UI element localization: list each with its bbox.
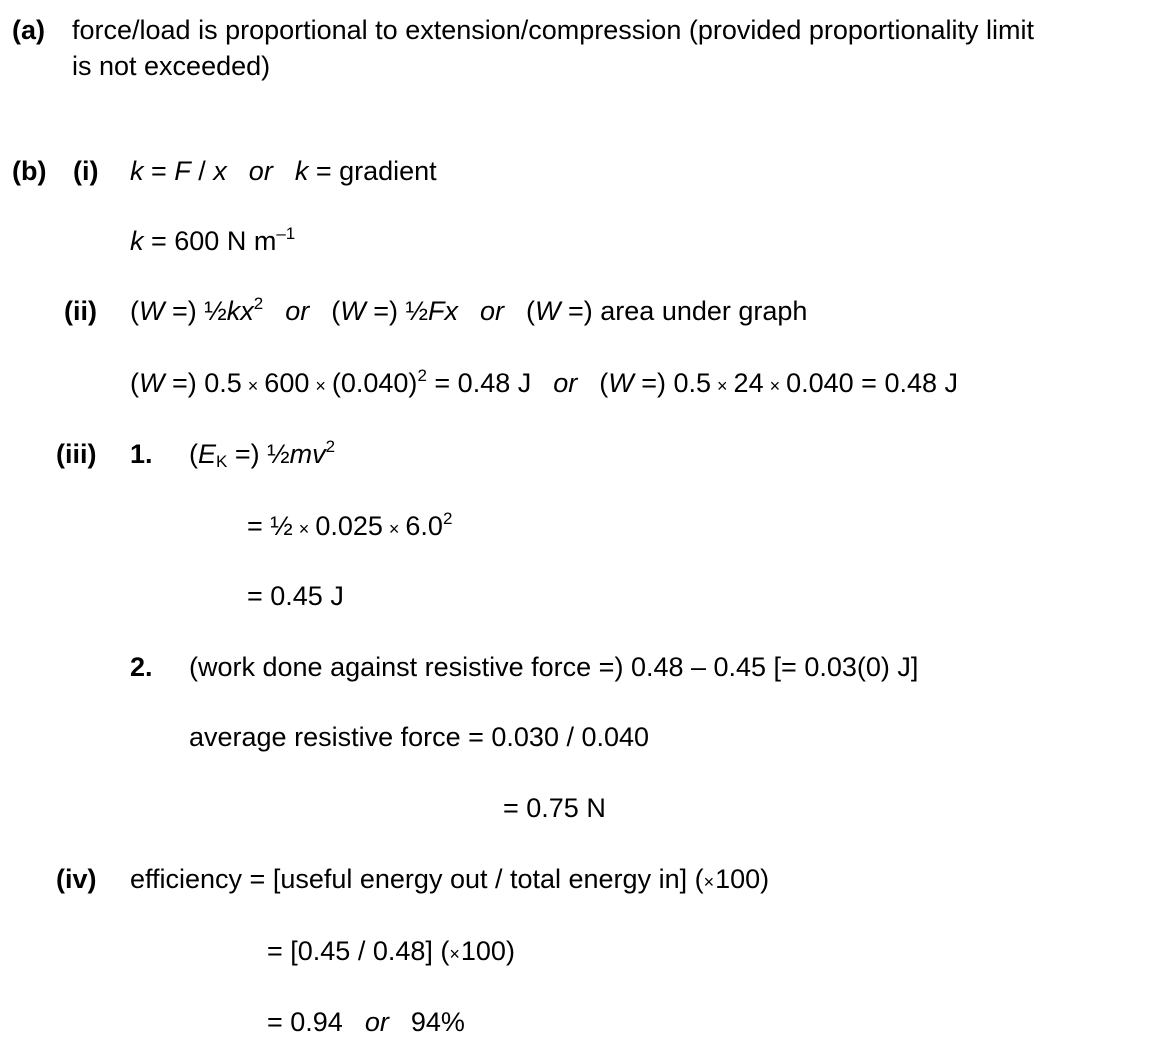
part-a-line-1: force/load is proportional to extension/compression (provided proportionality limit: [72, 15, 1034, 45]
label-b-iv: (iv): [56, 864, 97, 894]
b-ii-formula: (W =) $\frac{1}{2}kx^2$ or (W =) ½Fx or (W =) area under graph: [130, 294, 808, 326]
label-b-iii-2: 2.: [130, 652, 153, 682]
label-a: (a): [12, 15, 45, 45]
b-i-formula: k = F / x or k = gradient: [130, 156, 437, 186]
b-iii-ek-result: = 0.45 J: [247, 581, 344, 611]
b-ii-calculation: (W =) $0.5 \times 600 \times (0.040)^2 = 0.48$ J or (W =) 0.5 × 24 × 0.040 = 0.48 J: [130, 366, 958, 398]
label-b-ii: (ii): [64, 296, 97, 326]
label-b: (b): [12, 156, 47, 186]
b-iii-work-done: (work done against resistive force =) 0.48 – 0.45 [= 0.03(0) J]: [189, 652, 919, 682]
b-iv-efficiency-result: = 0.94 or 94%: [267, 1007, 465, 1037]
b-iii-average-force: average resistive force = 0.030 / 0.040: [189, 722, 650, 752]
b-i-value: k = 600 N $m^{-1}$: [130, 224, 296, 256]
b-iii-ek-substitution: = ½ × $0.025 \times 6.0^2$: [247, 509, 453, 541]
part-a-line-2: is not exceeded): [72, 51, 271, 81]
label-b-iii-1: 1.: [130, 439, 153, 469]
b-iv-efficiency-formula: efficiency = [useful energy out / total energy in] (×100): [130, 864, 770, 894]
b-iii-average-force-result: = 0.75 N: [503, 793, 606, 823]
label-b-iii: (iii): [56, 439, 97, 469]
label-b-i: (i): [73, 156, 99, 186]
b-iii-ek-formula: ($E_K$ =) $\frac{1}{2}mv^2$: [189, 437, 336, 471]
b-iv-efficiency-substitution: = [0.45 / 0.48] (×100): [267, 936, 515, 966]
